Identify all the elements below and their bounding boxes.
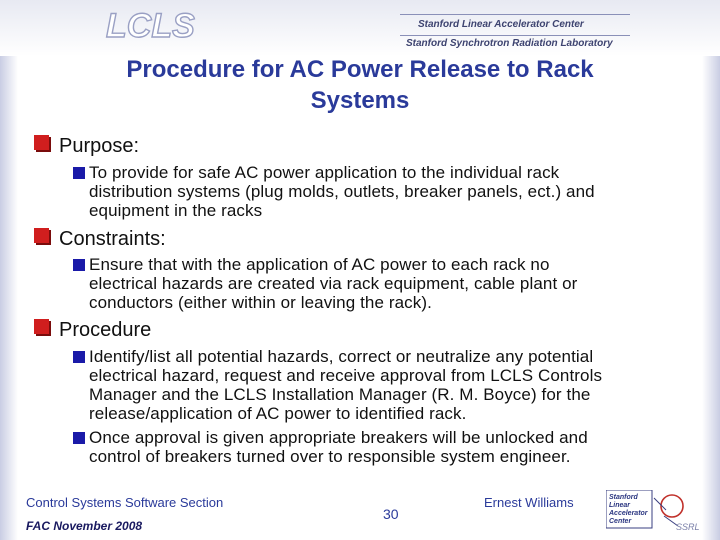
org-rule-middle (400, 35, 630, 36)
list-item (89, 428, 689, 466)
section-heading-procedure: Procedure (59, 319, 152, 341)
item-bullet-icon (73, 259, 85, 271)
page-number: 30 (383, 506, 399, 522)
section-bullet-icon (34, 319, 49, 334)
lcls-logo (102, 5, 202, 47)
organization-header (400, 4, 630, 54)
list-item-line: electrical hazard, request and receive approval from LCLS Controls (89, 366, 603, 385)
slac-logo-line: Linear (609, 502, 631, 509)
footer-author: Ernest Williams (484, 495, 574, 510)
slac-logo-line: Center (609, 518, 632, 525)
list-item-line: Once approval is given appropriate breakers will be unlocked and (89, 428, 588, 447)
beamline-icon (654, 498, 678, 526)
list-item (89, 347, 689, 423)
section-bullet-icon (34, 228, 49, 243)
list-item-line: release/application of AC power to identified rack. (89, 404, 467, 423)
list-item-line: control of breakers turned over to responsible system engineer. (89, 447, 571, 466)
item-bullet-icon (73, 432, 85, 444)
org-rule-top (400, 14, 630, 15)
list-item-line: distribution systems (plug molds, outlets, breaker panels, ect.) and (89, 182, 595, 201)
ssrl-badge: SSRL (676, 522, 700, 532)
list-item-line: Manager and the LCLS Installation Manager (R. M. Boyce) for the (89, 385, 591, 404)
slac-logo-line: Accelerator (609, 510, 648, 517)
item-bullet-icon (73, 351, 85, 363)
footer-section-name: Control Systems Software Section (26, 495, 224, 510)
left-edge-gradient (0, 0, 18, 540)
lcls-logo-text: LCLS (106, 7, 195, 45)
list-item-line: electrical hazards are created via rack equipment, cable plant or (89, 274, 578, 293)
list-item (89, 255, 689, 312)
footer-date: FAC November 2008 (26, 519, 143, 533)
org-name-ssrl: Stanford Synchrotron Radiation Laboratory (406, 38, 613, 49)
slac-logo-line: Stanford (609, 494, 638, 501)
list-item-line: Ensure that with the application of AC power to each rack no (89, 255, 550, 274)
section-heading-constraints: Constraints: (59, 228, 166, 250)
right-edge-gradient (702, 0, 720, 540)
org-name-slac: Stanford Linear Accelerator Center (418, 19, 584, 30)
list-item-line: equipment in the racks (89, 201, 263, 220)
list-item-line: Identify/list all potential hazards, correct or neutralize any potential (89, 347, 594, 366)
section-heading-purpose: Purpose: (59, 135, 140, 157)
section-bullet-icon (34, 135, 49, 150)
item-bullet-icon (73, 167, 85, 179)
list-item (89, 163, 689, 220)
slide-title-line-1: Procedure for AC Power Release to Rack (126, 56, 594, 83)
list-item-line: To provide for safe AC power application to the individual rack (89, 163, 560, 182)
slide-title (60, 54, 660, 116)
slac-logo (606, 490, 708, 536)
slide-title-line-2: Systems (310, 87, 410, 114)
list-item-line: conductors (either within or leaving the rack). (89, 293, 432, 312)
ring-icon (661, 495, 683, 517)
